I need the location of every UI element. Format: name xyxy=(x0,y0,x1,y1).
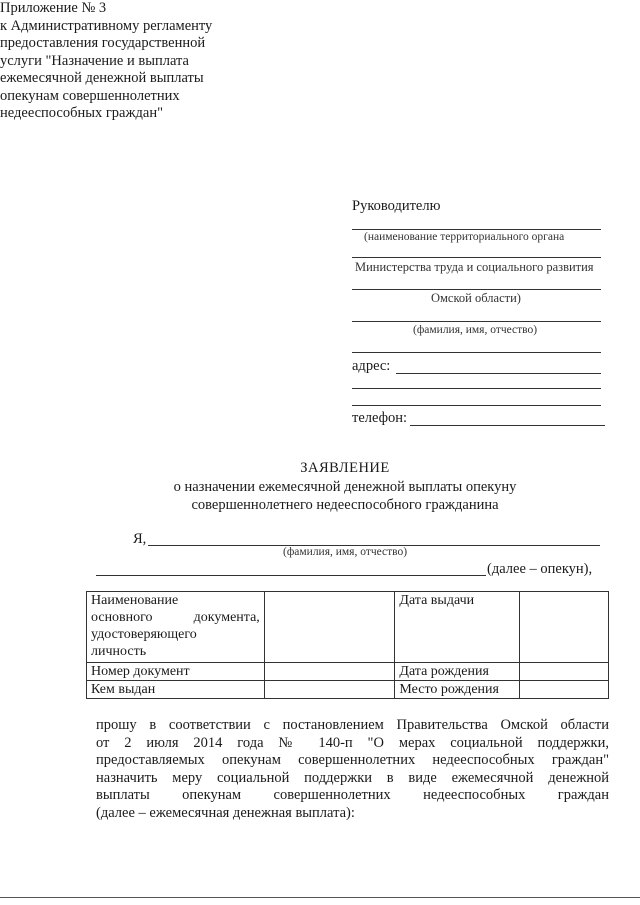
caption-fio: (фамилия, имя, отчество) xyxy=(413,324,538,336)
blank-line[interactable] xyxy=(352,257,601,258)
address-field[interactable] xyxy=(396,373,601,374)
request-line: выплаты опекунам совершеннолетних недееспособных граждан xyxy=(96,787,609,803)
doc-name-value[interactable] xyxy=(264,592,395,663)
address-field-line-3[interactable] xyxy=(352,405,601,406)
issued-by-label: Кем выдан xyxy=(87,681,265,699)
issue-date-value[interactable] xyxy=(520,592,609,663)
annex-line: к Административному регламенту xyxy=(0,17,213,34)
birth-place-value[interactable] xyxy=(520,681,609,699)
id-document-table xyxy=(86,591,609,699)
addressee-head: Руководителю xyxy=(352,198,441,214)
region-name: Омской области) xyxy=(431,291,521,305)
ministry-name: Министерства труда и социального развития xyxy=(355,260,594,274)
annex-line: Приложение № 3 xyxy=(0,0,107,16)
page-edge-divider xyxy=(0,897,640,898)
phone-field[interactable] xyxy=(410,425,605,426)
doc-name-label: Наименование основного документа, удостоверяющего личность xyxy=(87,592,265,663)
table-row xyxy=(87,592,609,663)
request-line: прошу в соответствии с постановлением Правительства Омской области xyxy=(96,717,609,733)
annex-line: недееспособных граждан" xyxy=(0,105,164,121)
subtitle-line-2: совершеннолетнего недееспособного гражданина xyxy=(191,497,499,513)
phone-label: телефон: xyxy=(352,410,408,426)
guardian-suffix: (далее – опекун), xyxy=(487,561,593,577)
request-line: предоставляемых опекунам совершеннолетних недееспособных граждан" xyxy=(96,752,609,768)
issue-date-label: Дата выдачи xyxy=(395,592,520,663)
issued-by-value[interactable] xyxy=(264,681,395,699)
caption-applicant-fio: (фамилия, имя, отчество) xyxy=(283,546,408,558)
request-line: назначить меру социальной поддержки в виде ежемесячной денежной xyxy=(96,769,609,786)
applicant-fio-field-2[interactable] xyxy=(96,575,486,576)
annex-line: услуги "Назначение и выплата xyxy=(0,52,189,69)
i-label: Я, xyxy=(133,531,147,547)
request-line: от 2 июля 2014 года № 140-п "О мерах социальной поддержки, xyxy=(96,734,609,751)
doc-number-label: Номер документ xyxy=(87,663,265,681)
doc-number-value[interactable] xyxy=(264,663,395,681)
request-paragraph xyxy=(96,717,609,822)
statement-title: ЗАЯВЛЕНИЕ xyxy=(300,460,390,476)
blank-line[interactable] xyxy=(352,352,601,353)
table-row xyxy=(87,681,609,699)
table-row xyxy=(87,663,609,681)
request-line: (далее – ежемесячная денежная выплата): xyxy=(96,804,355,821)
subtitle-line-1: о назначении ежемесячной денежной выплаты опекуну xyxy=(173,479,517,495)
annex-header xyxy=(0,0,640,123)
blank-line[interactable] xyxy=(352,321,601,322)
birth-place-label: Место рождения xyxy=(395,681,520,699)
annex-line: опекунам совершеннолетних xyxy=(0,87,180,104)
caption-organ: (наименование территориального органа xyxy=(364,231,565,243)
address-field-line-2[interactable] xyxy=(352,388,601,389)
annex-line: ежемесячной денежной выплаты xyxy=(0,70,204,86)
birth-date-label: Дата рождения xyxy=(395,663,520,681)
blank-line[interactable] xyxy=(352,229,601,230)
statement-subtitle xyxy=(0,478,640,514)
annex-line: предоставления государственной xyxy=(0,35,206,51)
address-label: адрес: xyxy=(352,358,391,374)
birth-date-value[interactable] xyxy=(520,663,609,681)
blank-line[interactable] xyxy=(352,289,601,290)
